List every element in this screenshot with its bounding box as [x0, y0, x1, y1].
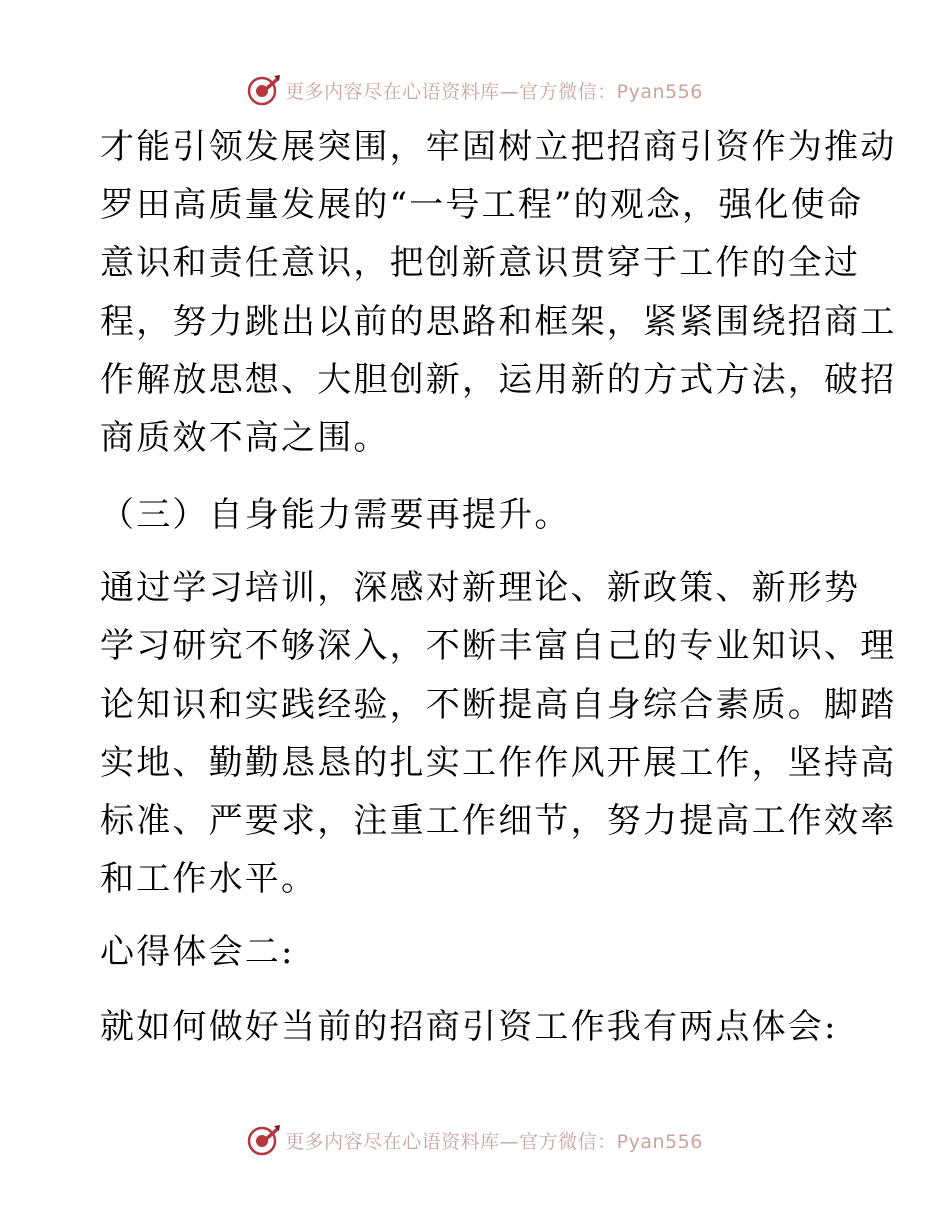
logo-icon: [247, 73, 281, 107]
body-line: 意识和责任意识，把创新意识贯穿于工作的全过: [100, 243, 861, 283]
body-line: 商质效不高之围。: [100, 418, 390, 458]
logo-icon: [247, 1123, 281, 1157]
footer-watermark-text: 更多内容尽在心语资料库—官方微信：Pyan556: [285, 1130, 703, 1153]
body-line: 就如何做好当前的招商引资工作我有两点体会:: [100, 1007, 838, 1047]
footer-watermark: [0, 1120, 950, 1160]
body-line: 程，努力跳出以前的思路和框架，紧紧围绕招商工: [100, 302, 897, 342]
body-line: 才能引领发展突围，牢固树立把招商引资作为推动: [100, 127, 897, 167]
section-heading: 心得体会二:: [100, 932, 295, 972]
body-line: 和工作水平。: [100, 859, 318, 899]
body-line: 作解放思想、大胆创新，运用新的方式方法，破招: [100, 360, 897, 400]
body-line: 学习研究不够深入，不断丰富自己的专业知识、理: [100, 626, 897, 666]
section-heading: （三）自身能力需要再提升。: [100, 495, 571, 535]
body-line: 实地、勤勤恳恳的扎实工作作风开展工作，坚持高: [100, 743, 897, 783]
header-watermark: [0, 70, 950, 110]
body-line: 论知识和实践经验，不断提高自身综合素质。脚踏: [100, 685, 897, 725]
header-watermark-text: 更多内容尽在心语资料库—官方微信：Pyan556: [285, 80, 703, 103]
body-line: 标准、严要求，注重工作细节，努力提高工作效率: [100, 801, 897, 841]
body-line: 罗田高质量发展的“一号工程”的观念，强化使命: [100, 185, 864, 225]
body-line: 通过学习培训，深感对新理论、新政策、新形势: [100, 568, 861, 608]
